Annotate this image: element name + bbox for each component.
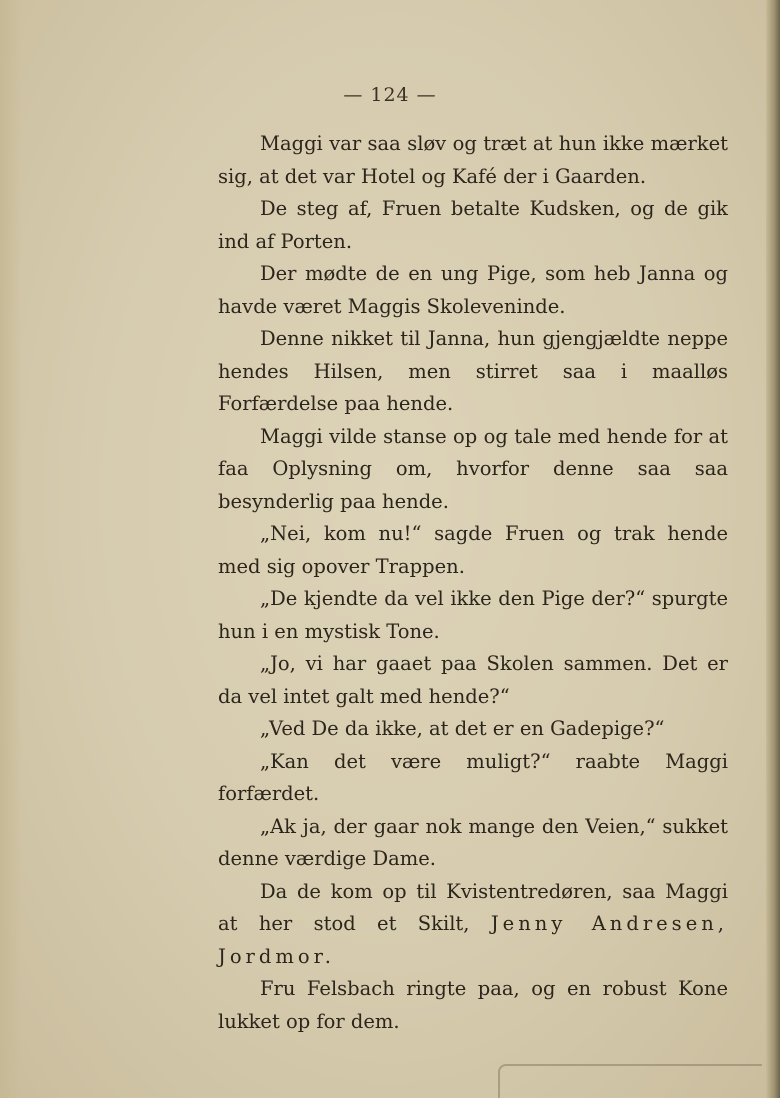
page-corner-mark (498, 1064, 762, 1098)
paragraph: Fru Felsbach ringte paa, og en robust Kone lukket op for dem. (218, 977, 728, 1033)
paragraph: „Kan det være muligt?“ raabte Maggi forfærdet. (218, 749, 728, 805)
paragraph-with-sign (218, 876, 728, 974)
paragraph: „Nei, kom nu!“ sagde Fruen og trak hende med sig opover Trappen. (218, 522, 728, 578)
paragraph: „Ak ja, der gaar nok mange den Veien,“ sukket denne værdige Dame. (218, 814, 728, 870)
paragraph: „Ved De da ikke, at det er en Gadepige?“ (260, 717, 665, 740)
paragraph: Denne nikket til Janna, hun gjengjældte neppe hendes Hilsen, men stirret saa i maalløs Forfærdelse paa hende. (218, 327, 728, 415)
paragraph: Maggi var saa sløv og træt at hun ikke mærket sig, at det var Hotel og Kafé der i Gaarden. (218, 132, 728, 188)
sign-intro-text: Da de kom op til Kvistentredøren, saa Maggi at her stod et Skilt, (218, 879, 728, 935)
paragraph: De steg af, Fruen betalte Kudsken, og de gik ind af Porten. (218, 197, 728, 253)
page-number: — 124 — (343, 84, 437, 106)
paragraph: Der mødte de en ung Pige, som heb Janna og havde været Maggis Skoleveninde. (218, 262, 728, 318)
body-text (218, 128, 728, 1038)
paragraph: „Jo, vi har gaaet paa Skolen sammen. Det er da vel intet galt med hende?“ (218, 652, 728, 708)
paragraph: „De kjendte da vel ikke den Pige der?“ spurgte hun i en mystisk Tone. (218, 587, 728, 643)
page-gutter-shadow (0, 0, 22, 1098)
page-edge-shadow (766, 0, 780, 1098)
door-sign-text: Jenny Andresen, Jordmor. (218, 912, 728, 968)
paragraph: Maggi vilde stanse op og tale med hende for at faa Oplysning om, hvorfor denne saa saa besynderlig paa hende. (218, 424, 728, 513)
